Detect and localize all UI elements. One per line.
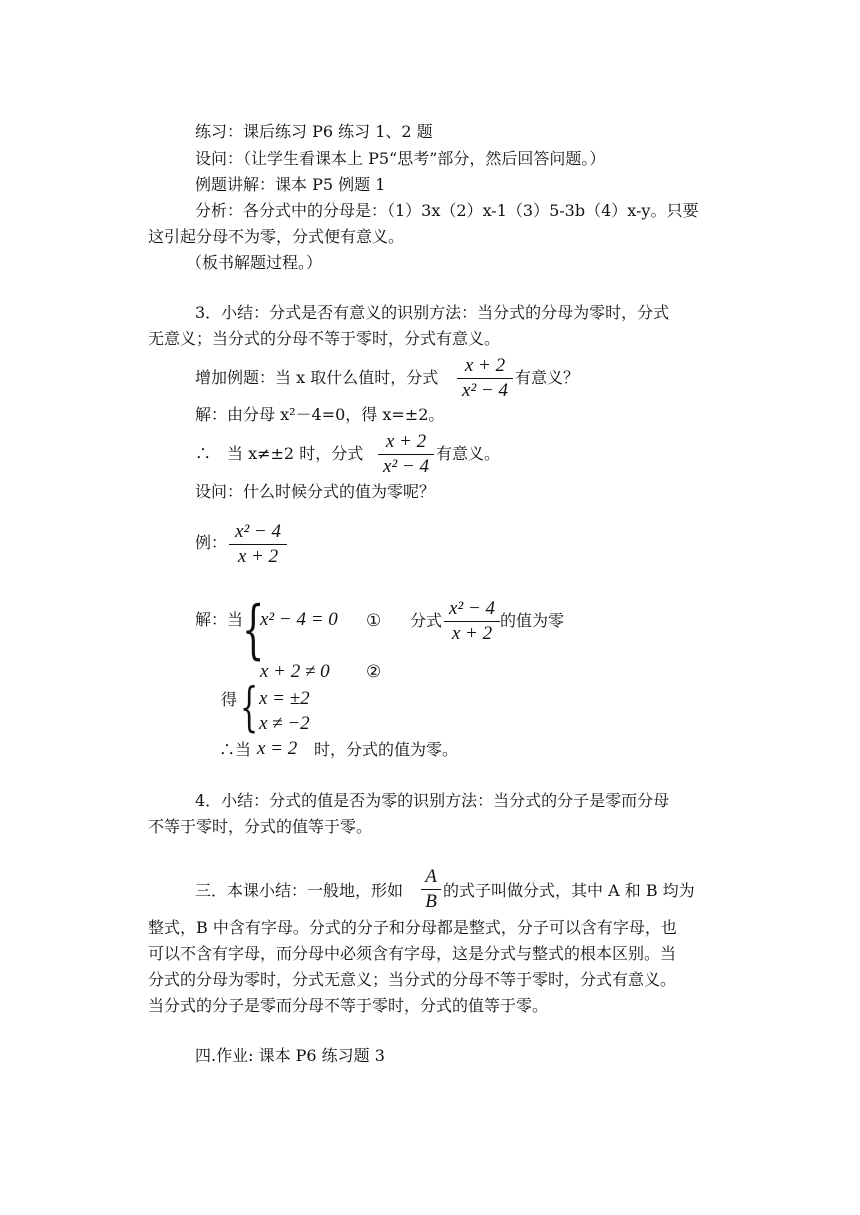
fraction-5-numerator: A <box>425 866 437 887</box>
summary4-line-1: 4．小结：分式的值是否为零的识别方法：当分式的分子是零而分母 <box>195 791 670 810</box>
conclusion-suffix: 时，分式的值为零。 <box>314 740 459 759</box>
fraction-4-denominator: x + 2 <box>451 623 493 644</box>
example-line: 例题讲解：课本 P5 例题 1 <box>195 175 386 194</box>
fraction-2-denominator: x² − 4 <box>383 456 429 477</box>
analysis-line: 分析：各分式中的分母是：（1）3x（2）x-1（3）5-3b（4）x-y。只要 <box>195 201 699 220</box>
fraction-3 <box>229 520 287 569</box>
fraction-4-prefix: 分式 <box>410 611 443 630</box>
extra-example-suffix: 有意义？ <box>515 368 580 387</box>
result-1: x = ±2 <box>259 688 310 709</box>
extra-example-prefix: 增加例题：当 x 取什么值时，分式 <box>195 368 439 387</box>
circle-1: ① <box>366 611 382 630</box>
lesson-summary-suffix: 的式子叫做分式，其中 A 和 B 均为 <box>443 881 695 900</box>
circle-2: ② <box>366 662 382 681</box>
fraction-3-denominator: x + 2 <box>237 546 279 567</box>
therefore-suffix: 有意义。 <box>436 444 501 463</box>
example-label: 例： <box>195 533 228 552</box>
fraction-4-numerator: x² − 4 <box>449 598 495 619</box>
fraction-4 <box>444 597 500 646</box>
fraction-2 <box>378 430 434 479</box>
fraction-2-numerator: x + 2 <box>385 431 427 452</box>
lesson-summary-prefix: 三．本课小结：一般地，形如 <box>195 881 404 900</box>
therefore-prefix: ∴ 当 x≠±2 时，分式 <box>195 444 364 463</box>
summary3-line-1: 3．小结：分式是否有意义的识别方法：当分式的分母为零时，分式 <box>195 303 670 322</box>
summary4-line-2: 不等于零时，分式的值等于零。 <box>148 817 373 836</box>
practice-line: 练习：课后练习 P6 练习 1、2 题 <box>195 122 433 141</box>
left-brace-small-icon: { <box>240 678 259 738</box>
conclusion-prefix: ∴当 <box>219 740 252 759</box>
system-equation-1: x² − 4 = 0 <box>260 609 338 630</box>
fraction-1-numerator: x + 2 <box>464 355 506 376</box>
fraction-5 <box>421 865 441 914</box>
question-line: 设问：（让学生看课本上 P5“思考”部分，然后回答问题。） <box>195 149 606 168</box>
lesson-summary-2: 整式，B 中含有字母。分式的分子和分母都是整式，分子可以含有字母，也 <box>148 918 677 937</box>
solution-1: 解：由分母 x²－4=0，得 x=±2。 <box>195 405 445 424</box>
fraction-3-numerator: x² − 4 <box>235 521 281 542</box>
fraction-1 <box>457 354 513 403</box>
question-2: 设问：什么时候分式的值为零呢？ <box>195 482 436 501</box>
system-equation-2: x + 2 ≠ 0 <box>260 661 330 682</box>
summary3-line-2: 无意义；当分式的分母不等于零时，分式有意义。 <box>148 329 501 348</box>
left-brace-icon: { <box>242 593 265 667</box>
lesson-summary-5: 当分式的分子是零而分母不等于零时，分式的值等于零。 <box>148 996 549 1015</box>
board-note: （板书解题过程。） <box>186 253 323 272</box>
fraction-4-suffix: 的值为零 <box>500 611 565 630</box>
conclusion-math: x = 2 <box>257 738 298 759</box>
solution-2-label: 解：当 <box>195 610 244 629</box>
get-label: 得 <box>221 690 238 709</box>
result-2: x ≠ −2 <box>259 713 310 734</box>
homework-line: 四.作业: 课本 P6 练习题 3 <box>195 1046 385 1065</box>
lesson-summary-3: 可以不含有字母，而分母中必须含有字母，这是分式与整式的根本区别。当 <box>148 944 677 963</box>
fraction-5-denominator: B <box>425 891 437 912</box>
fraction-1-denominator: x² − 4 <box>462 380 508 401</box>
lesson-summary-4: 分式的分母为零时，分式无意义；当分式的分母不等于零时，分式有意义。 <box>148 970 677 989</box>
analysis-line-2: 这引起分母不为零，分式便有意义。 <box>148 227 405 246</box>
